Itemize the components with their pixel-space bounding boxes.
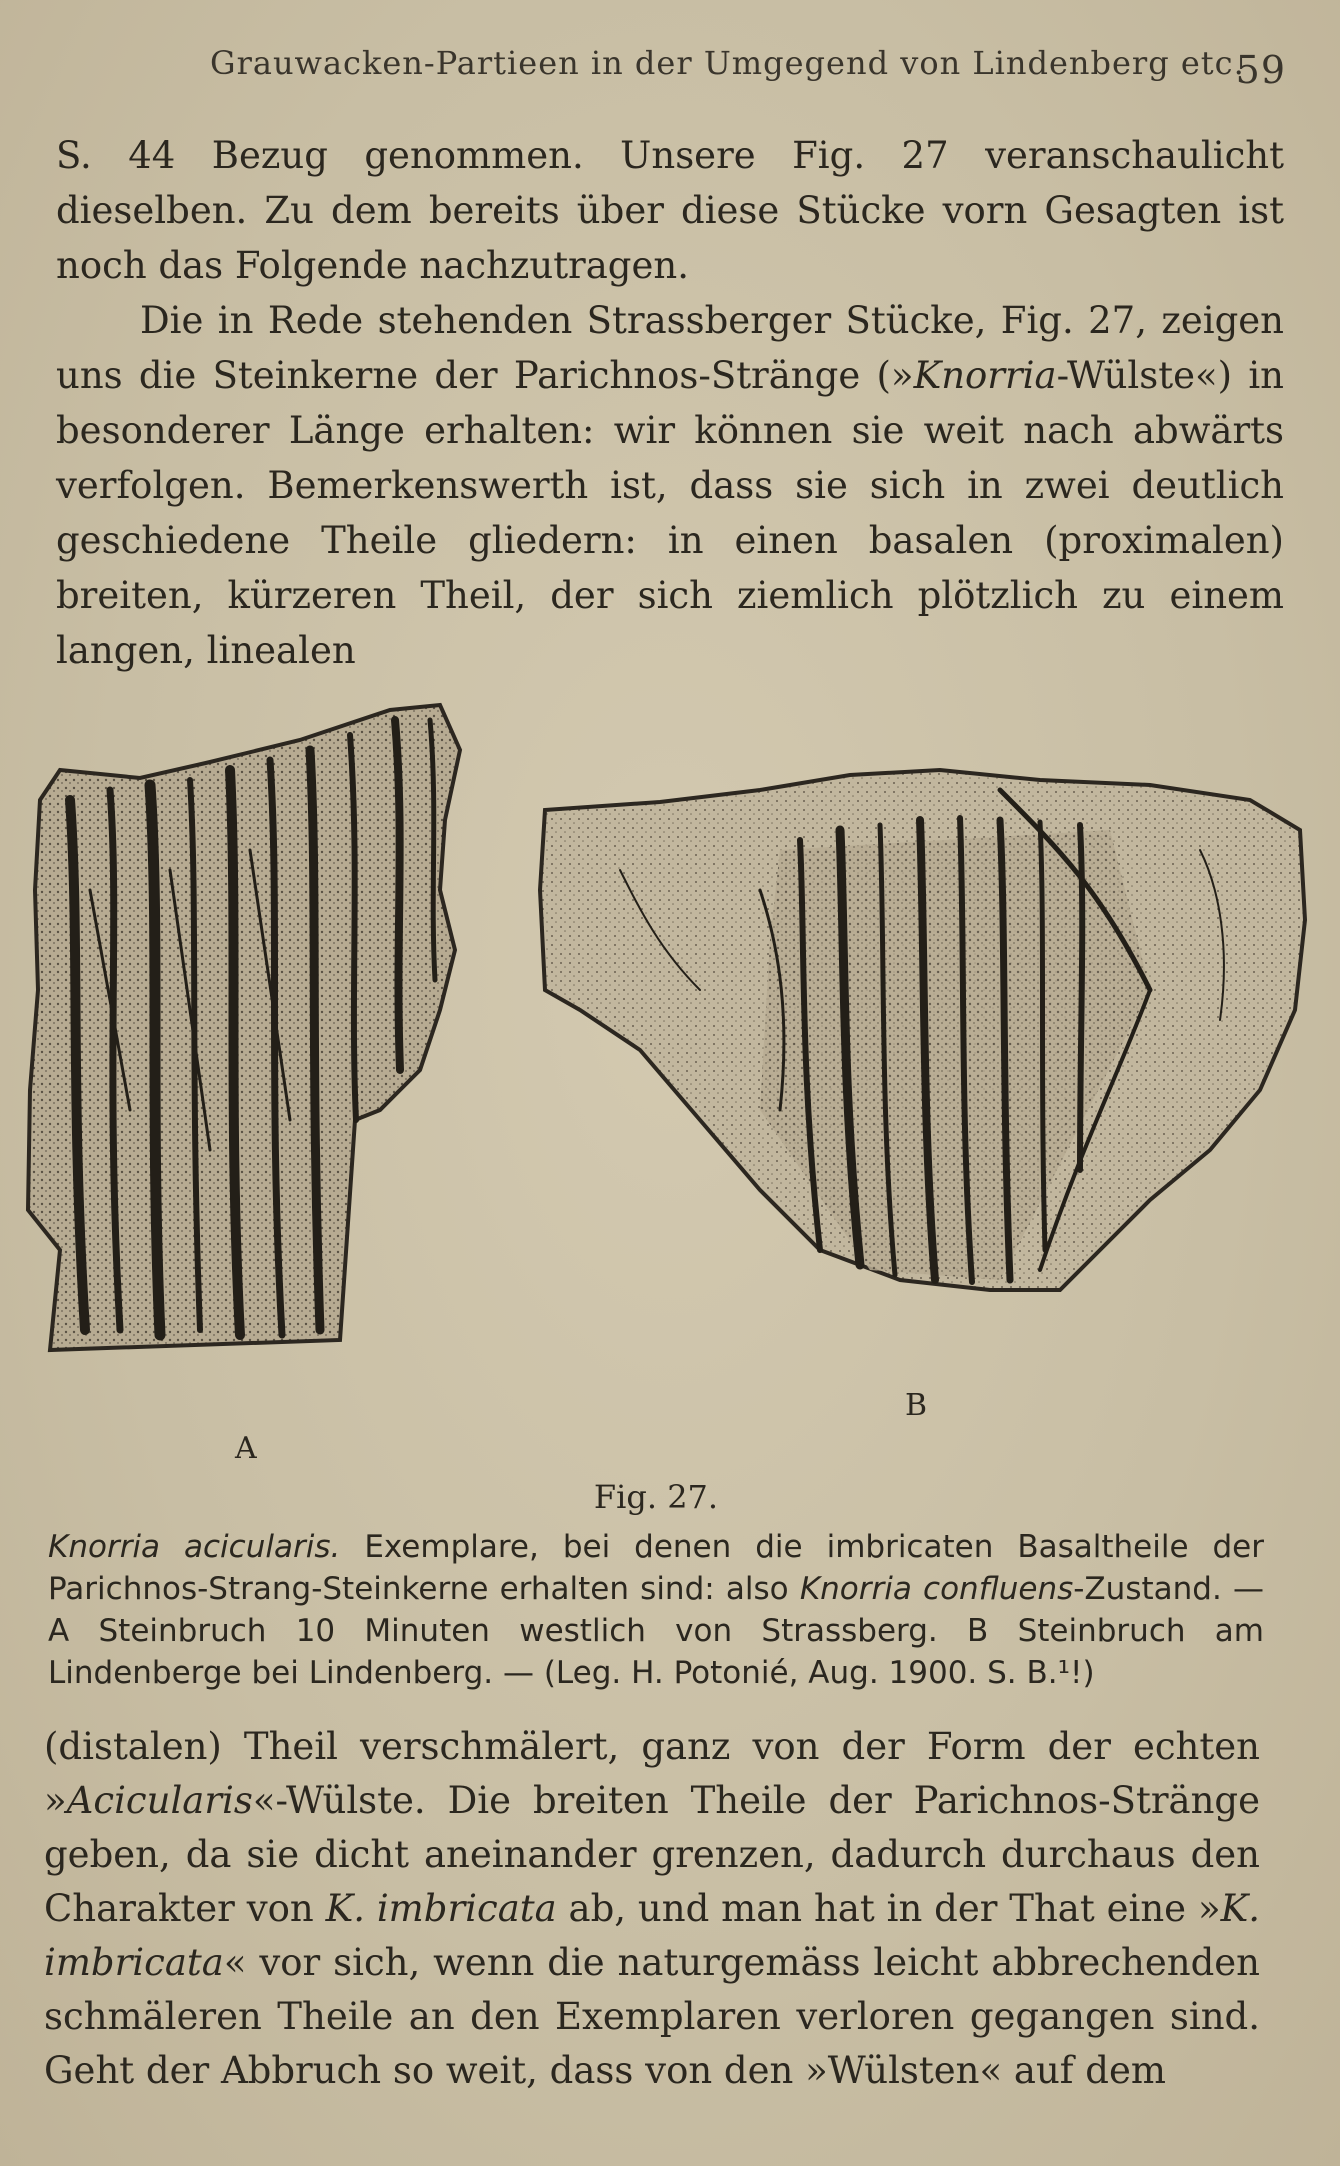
running-title: Grauwacken-Partieen in der Umgegend von Lindenberg etc. — [210, 44, 1245, 82]
text-block-bottom — [44, 1720, 1260, 2098]
figure-27 — [0, 690, 1340, 1490]
figure-number: Fig. 27. — [593, 1478, 719, 1516]
caption-confluens: Knorria confluens — [799, 1571, 1074, 1607]
caption-species: Knorria acicularis. — [48, 1529, 341, 1565]
p2-italic-knorria: Knorria — [913, 354, 1057, 397]
text-block-top — [56, 128, 1284, 678]
caption-text-2: -Zustand. — A Steinbruch 10 Minuten westlich von Strassberg. B Steinbruch am Lindenberge bei Lindenberg. — (Leg. H. Potonié, Aug. 1900. S. B.¹!) — [48, 1571, 1264, 1691]
figure-caption — [48, 1476, 1264, 1694]
label-a: A — [235, 1431, 257, 1466]
running-header — [210, 44, 1290, 92]
p3-text-1: (distalen) Theil verschmälert, ganz von der Form der echten » — [44, 1725, 1260, 1822]
caption-text-1: Exemplare, bei denen die imbricaten Basaltheile der Parichnos-Strang-Steinkerne erhalten sind: also — [48, 1529, 1264, 1607]
p3-italic-imbricata-2: K. imbricata — [44, 1887, 1260, 1984]
fossil-drawings — [0, 690, 1340, 1490]
label-b: B — [905, 1388, 928, 1423]
paragraph-1: S. 44 Bezug genommen. Unsere Fig. 27 veranschaulicht dieselben. Zu dem bereits über diese Stücke vorn Gesagten ist noch das Folgende nachzutragen. — [56, 134, 1284, 287]
p2-text-2: -Wülste«) in besonderer Länge erhalten: wir können sie weit nach abwärts verfolgen. Bemerkenswerth ist, dass sie sich in zwei deutlich geschiedene Theile gliedern: in einen basalen (proximalen) breiten, kürzeren Theil, der sich ziemlich plötzlich zu einem langen, linealen — [56, 354, 1284, 672]
paragraph-2 — [56, 293, 1284, 678]
p2-text-1: Die in Rede stehenden Strassberger Stücke, Fig. 27, zeigen uns die Steinkerne der Parichnos-Stränge (» — [56, 299, 1284, 397]
p3-text-3: ab, und man hat in der That eine » — [556, 1887, 1221, 1930]
page-number: 59 — [1235, 48, 1286, 92]
specimen-b-drawing — [540, 770, 1305, 1290]
specimen-a-drawing — [28, 705, 460, 1350]
p3-italic-acicularis: Acicularis — [66, 1779, 253, 1822]
p3-italic-imbricata-1: K. imbricata — [325, 1887, 557, 1930]
p3-text-2: «-Wülste. Die breiten Theile der Parichnos-Stränge geben, da sie dicht aneinander grenzen, dadurch durchaus den Charakter von — [44, 1779, 1260, 1930]
p3-text-4: « vor sich, wenn die naturgemäss leicht abbrechenden schmäleren Theile an den Exemplaren verloren gegangen sind. Geht der Abbruch so weit, dass von den »Wülsten« auf dem — [44, 1941, 1260, 2092]
paragraph-3 — [44, 1720, 1260, 2098]
